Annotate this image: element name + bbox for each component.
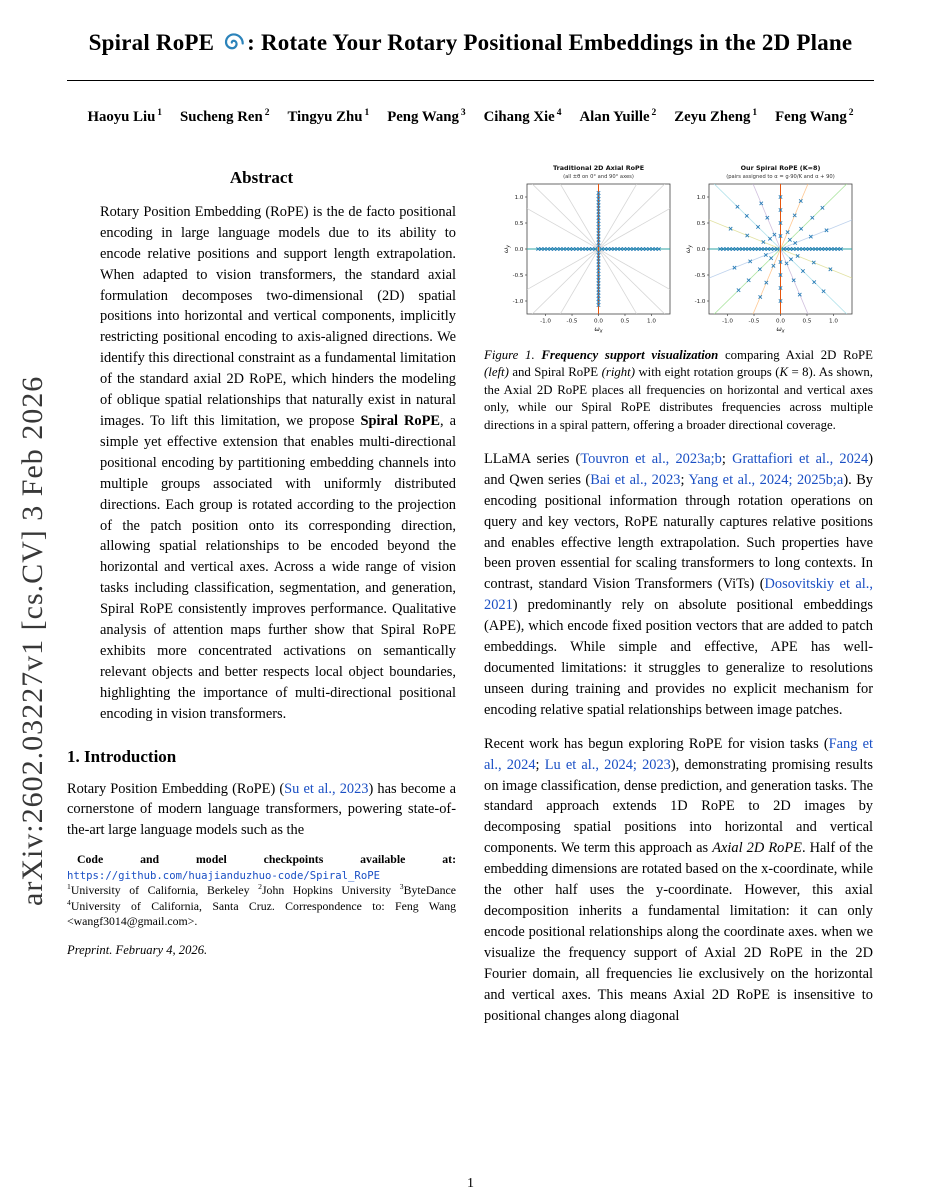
- svg-text:0.5: 0.5: [802, 318, 811, 325]
- spiral-icon: [222, 31, 245, 60]
- citation-link[interactable]: Yang et al., 2024; 2025b;a: [688, 471, 844, 488]
- title-suffix: : Rotate Your Rotary Positional Embeddings in the 2D Plane: [247, 30, 853, 55]
- body-paragraph-2: Recent work has begun exploring RoPE for vision tasks (Fang et al., 2024; Lu et al., 2024; 2023), demonstrating promising results on image classification, dense prediction, and generation tasks. The standard approach extends 1D RoPE to 2D images by decomposing spatial positions into horizontal and vertical components. We term this approach as Axial 2D RoPE. Half of the embedding dimensions are rotated based on the x-coordinate, while the other half uses the y-coordinate. However, this axial decomposition inherits a fundamental limitation: it can only encode positional relationships along the coordinate axes. when we visualize the frequency support of Axial 2D RoPE in the 2D Fourier domain, all frequencies lie exclusively on the horizontal and vertical axes. This means Axial 2D RoPE is insensitive to positional changes along diagonal: [484, 735, 873, 1024]
- svg-text:0.0: 0.0: [775, 318, 785, 325]
- svg-text:(pairs assigned to α = g·90/K: (pairs assigned to α = g·90/K and α + 90): [725, 173, 835, 180]
- svg-text:0.0: 0.0: [593, 318, 603, 325]
- citation-link[interactable]: https://github.com/huajianduzhuo-code/Spiral_RoPE: [67, 868, 380, 882]
- footnote-block: [67, 852, 456, 929]
- svg-text:ωx: $\omega_x$: [593, 324, 603, 334]
- svg-text:-0.5: -0.5: [566, 318, 577, 325]
- svg-text:Our Spiral RoPE (K=8): Our Spiral RoPE (K=8): [740, 163, 820, 172]
- abstract-heading: Abstract: [229, 167, 294, 187]
- paper-header: [67, 0, 874, 126]
- figure1-spiral-rope-chart: [683, 162, 857, 334]
- svg-text:-0.5: -0.5: [512, 272, 523, 279]
- section-heading-introduction: 1. Introduction: [67, 746, 177, 766]
- svg-text:-1.0: -1.0: [539, 318, 551, 325]
- svg-text:1.0: 1.0: [646, 318, 656, 325]
- figure1-axial-rope-chart: [501, 162, 675, 334]
- figure-1: [484, 162, 873, 434]
- svg-text:ωy: $\omega_y$: [683, 244, 693, 254]
- introduction-paragraph: Rotary Position Embedding (RoPE) (Su et al., 2023) has become a cornerstone of modern language transformers, powering state-of-the-art large language models such as the: [67, 780, 456, 839]
- svg-text:Traditional 2D Axial RoPE: Traditional 2D Axial RoPE: [552, 163, 644, 172]
- citation-link[interactable]: Fang et al., 2024: [484, 735, 873, 773]
- footnote-code-link: Code and model checkpoints available at: https://github.com/huajianduzhuo-code/Spiral_RoPE: [67, 852, 456, 882]
- svg-text:0.0: 0.0: [696, 246, 705, 253]
- figure-1-charts: [484, 162, 873, 334]
- body-paragraph-1: LLaMA series (Touvron et al., 2023a;b; Grattafiori et al., 2024) and Qwen series (Bai et al., 2023; Yang et al., 2024; 2025b;a). By encoding positional information through rotation operations on query and key vectors, RoPE naturally captures relative positions and enables effective length extrapolation. Such properties have been proven essential for scaling transformers to long contexts. In contrast, standard Vision Transformers (ViTs) (Dosovitskiy et al., 2021) predominantly rely on absolute positional embeddings (APE), which encode fixed position vectors that are added to patch embeddings. While simple and effective, APE has well-documented limitations: it struggles to generalize to resolutions unseen during training and provides no explicit mechanism for encoding relative spatial relationships between image patches.: [484, 450, 874, 718]
- title-rule: [67, 80, 874, 81]
- svg-text:0.5: 0.5: [620, 318, 629, 325]
- citation-link[interactable]: Lu et al., 2024; 2023: [544, 756, 671, 773]
- citation-link[interactable]: Grattafiori et al., 2024: [732, 450, 869, 467]
- svg-text:-1.0: -1.0: [721, 318, 733, 325]
- svg-text:1.0: 1.0: [514, 194, 523, 201]
- svg-text:0.0: 0.0: [514, 246, 523, 253]
- svg-text:0.5: 0.5: [696, 220, 705, 227]
- left-column: [67, 162, 456, 1038]
- abstract-text: Rotary Position Embedding (RoPE) is the de facto positional encoding in large language models due to its ability to encode relative positions and support length extrapolation. When adapted to vision transformers, the standard axial formulation decomposes two-dimensional (2D) spatial positions into horizontal and vertical components, implicitly restricting positional encoding to axis-aligned directions. We identify this directional constraint as a fundamental limitation of the standard axial 2D RoPE, which hinders the modeling of oblique spatial relationships that naturally exist in natural images. To lift this limitation, we propose Spiral RoPE, a simple yet effective extension that enables multi-directional positional encoding by partitioning embedding channels into multiple groups associated with uniformly distributed directions. Each group is rotated according to the projection of the patch position onto its corresponding direction, allowing spatial relationships to be encoded beyond the horizontal and vertical axes. Across a wide range of vision tasks including classification, segmentation, and generation, Spiral RoPE consistently improves performance. Qualitative analysis of attention maps further show that Spiral RoPE exhibits more concentrated activations on semantically relevant objects and better respects local object boundaries, highlighting the importance of multi-directional positional encoding in vision transformers.: [100, 203, 456, 722]
- svg-text:-1.0: -1.0: [512, 298, 523, 305]
- preprint-note: Preprint. February 4, 2026.: [67, 943, 208, 958]
- svg-text:-0.5: -0.5: [748, 318, 759, 325]
- svg-text:ωx: $\omega_x$: [775, 324, 785, 334]
- title-prefix: Spiral RoPE: [88, 30, 221, 55]
- svg-text:-1.0: -1.0: [694, 298, 705, 305]
- figure-1-caption: Figure 1. Frequency support visualization comparing Axial 2D RoPE (left) and Spiral RoPE (right) with eight rotation groups (K = 8). As shown, the Axial 2D RoPE places all frequencies on horizontal and vertical axes only, while our Spiral RoPE distributes frequencies across multiple directions in a spiral pattern, offering a broader directional coverage.: [484, 347, 874, 432]
- footnote-affiliations: $^1$University of California, Berkeley $^2$John Hopkins University $^3$ByteDance $^4$University of California, Santa Cruz. Correspondence to: Feng Wang <wangf3014@gmail.com>.: [67, 882, 456, 928]
- svg-text:1.0: 1.0: [696, 194, 705, 201]
- author: Cihang Xie $^4$: [483, 108, 562, 125]
- citation-link[interactable]: Dosovitskiy et al., 2021: [484, 576, 873, 614]
- paper-title: [67, 30, 874, 60]
- author: Sucheng Ren $^2$: [180, 108, 270, 125]
- author: Haoyu Liu $^1$: [87, 108, 163, 125]
- page-number: 1: [467, 1176, 474, 1191]
- author: Peng Wang $^3$: [387, 108, 466, 125]
- svg-text:ωy: $\omega_y$: [501, 244, 511, 254]
- svg-text:-0.5: -0.5: [694, 272, 705, 279]
- svg-text:(all ±θ on 0° and 90° axes): (all ±θ on 0° and 90° axes): [562, 173, 634, 180]
- author: Feng Wang $^2$: [775, 108, 854, 125]
- author: Alan Yuille $^2$: [579, 108, 657, 125]
- author: Tingyu Zhu $^1$: [287, 108, 370, 125]
- citation-link[interactable]: Bai et al., 2023: [590, 471, 681, 488]
- svg-text:0.5: 0.5: [514, 220, 523, 227]
- author-list: [67, 108, 874, 126]
- arxiv-watermark: arXiv:2602.03227v1 [cs.CV] 3 Feb 2026: [16, 375, 49, 906]
- citation-link[interactable]: Su et al., 2023: [284, 780, 369, 797]
- author: Zeyu Zheng $^1$: [674, 108, 758, 125]
- citation-link[interactable]: Touvron et al., 2023a;b: [580, 450, 722, 467]
- right-column: [484, 162, 873, 1038]
- svg-text:1.0: 1.0: [828, 318, 838, 325]
